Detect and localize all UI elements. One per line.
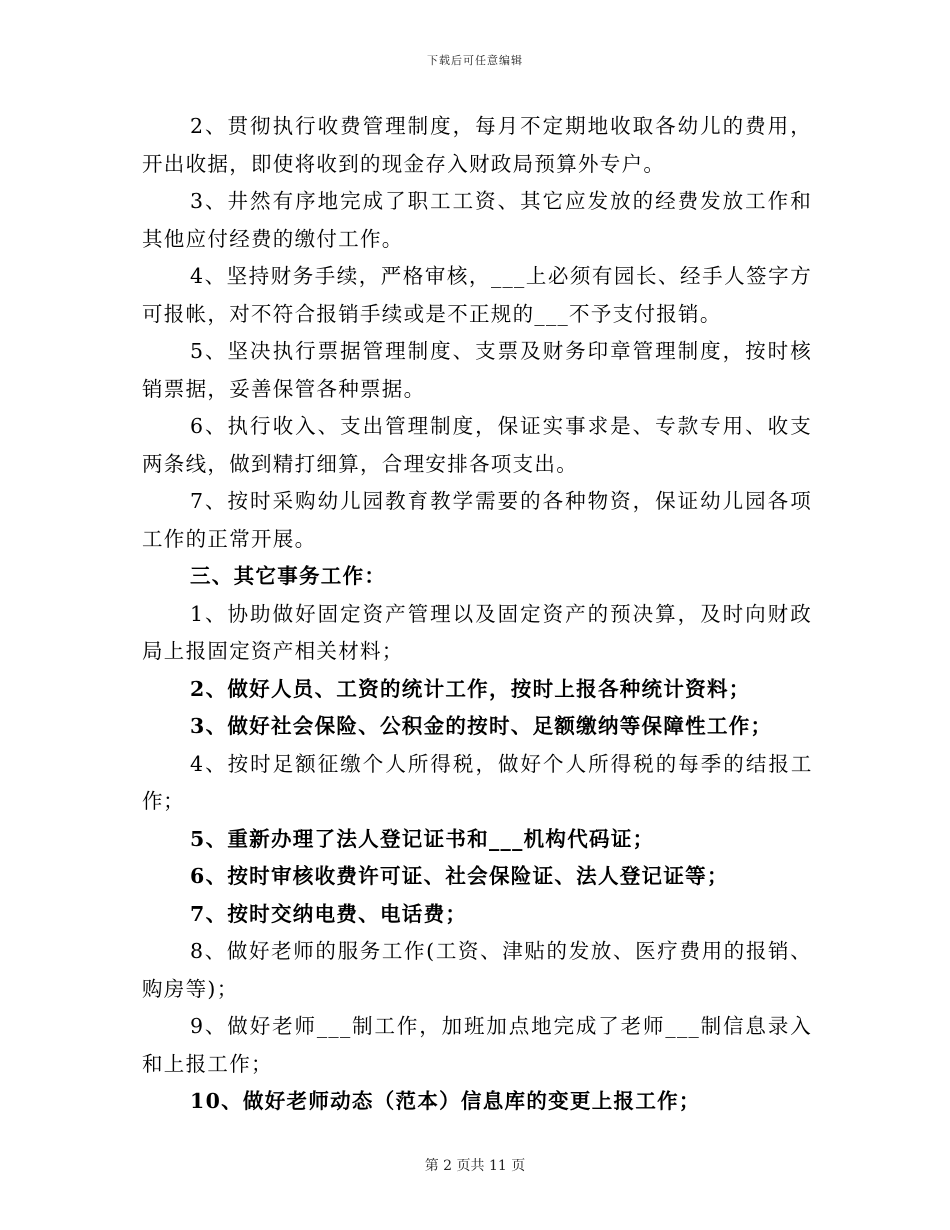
item-5: 5、重新办理了法人登记证书和___机构代码证； [190,826,655,851]
item-6: 6、按时审核收费许可证、社会保险证、法人登记证等； [190,864,729,888]
item-8: 8、做好老师的服务工作(工资、津贴的发放、医疗费用的报销、购房等)； [142,939,812,1001]
paragraph-5: 5、坚决执行票据管理制度、支票及财务印章管理制度，按时核销票据，妥善保管各种票据。 [142,339,812,401]
section-heading-other-affairs: 三、其它事务工作： [190,564,387,588]
item-2: 2、做好人员、工资的统计工作，按时上报各种统计资料； [190,676,751,701]
page-header: 下载后可任意编辑 [427,54,523,67]
paragraph-7: 7、按时采购幼儿园教育教学需要的各种物资，保证幼儿园各项工作的正常开展。 [142,489,812,551]
page-footer: 第 2 页共 11 页 [424,1158,526,1174]
document-body [142,108,812,1121]
item-3: 3、做好社会保险、公积金的按时、足额缴纳等保障性工作； [190,714,773,738]
paragraph-6: 6、执行收入、支出管理制度，保证实事求是、专款专用、收支两条线，做到精打细算，合理安排各项支出。 [142,414,812,476]
item-9: 9、做好老师___制工作，加班加点地完成了老师___制信息录入和上报工作； [142,1014,812,1076]
item-1: 1、协助做好固定资产管理以及固定资产的预决算，及时向财政局上报固定资产相关材料； [142,601,812,663]
paragraph-3: 3、井然有序地完成了职工工资、其它应发放的经费发放工作和其他应付经费的缴付工作。 [142,189,812,251]
item-10: 10、做好老师动态（范本）信息库的变更上报工作； [190,1089,701,1113]
paragraph-4: 4、坚持财务手续，严格审核，___上必须有园长、经手人签字方可报帐，对不符合报销手续或是不正规的___不予支付报销。 [142,264,812,326]
item-7: 7、按时交纳电费、电话费； [190,901,468,926]
paragraph-2: 2、贯彻执行收费管理制度，每月不定期地收取各幼儿的费用，开出收据，即使将收到的现金存入财政局预算外专户。 [142,114,812,176]
item-4: 4、按时足额征缴个人所得税，做好个人所得税的每季的结报工作； [142,751,812,813]
